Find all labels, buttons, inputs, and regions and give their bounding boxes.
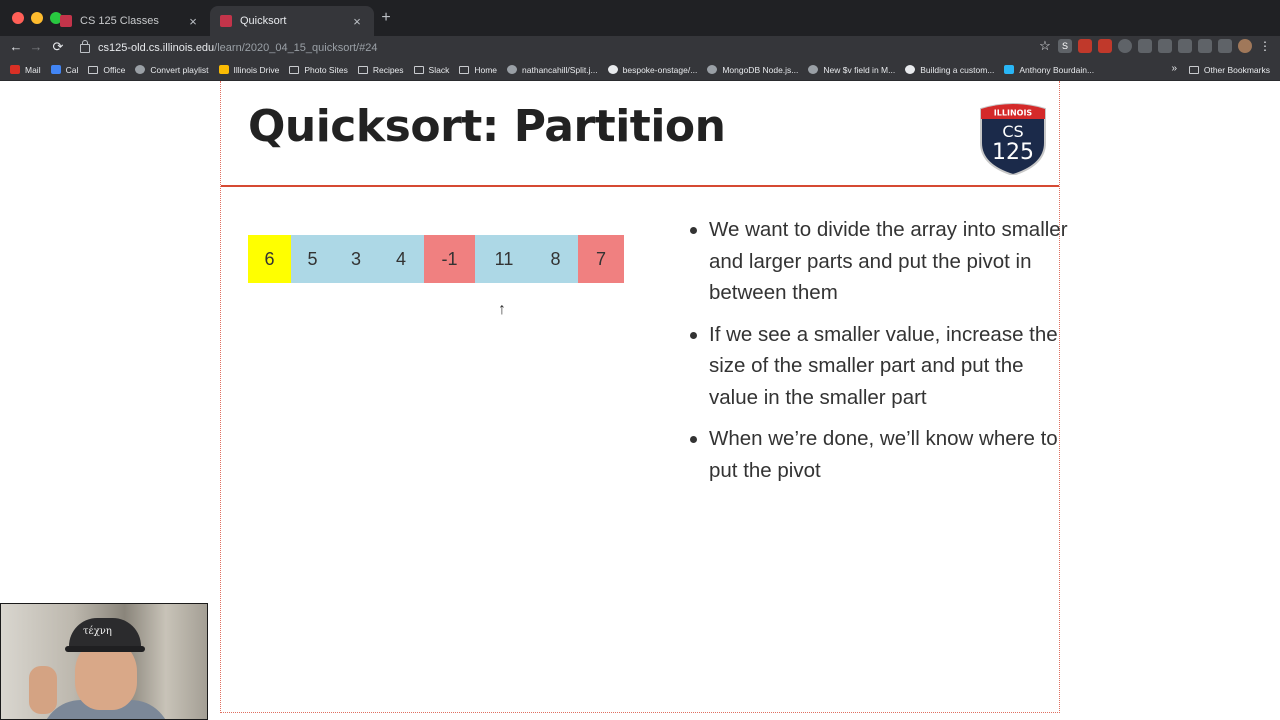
lock-icon [80,44,90,53]
array-cell [533,235,578,283]
bookmark-new-v-field[interactable] [808,65,895,75]
bookmark-anthony-bourdain[interactable] [1004,65,1094,75]
tab-cs125-classes[interactable] [50,6,210,36]
logo-line2: 125 [992,140,1034,165]
url-path: /learn/2020_04_15_quicksort/#24 [214,41,378,54]
extension-icon[interactable]: S [1058,39,1072,53]
title-divider [221,185,1059,187]
bookmark-label: Recipes [372,64,404,75]
extension-icon[interactable] [1098,39,1112,53]
folder-icon [88,66,98,74]
slide-title: Quicksort: Partition [248,101,726,152]
bookmark-label: Cal [65,64,79,75]
bookmark-slack[interactable] [414,65,450,75]
array-cell [475,235,533,283]
address-bar[interactable] [74,38,1038,57]
array-cell [578,235,624,283]
profile-avatar-icon[interactable] [1238,39,1252,53]
bullet-item: We want to divide the array into smaller and larger parts and put the pivot in between them [709,214,1069,309]
up-arrow-pointer-icon: ↑ [498,301,506,318]
presenter-hand [29,666,57,714]
logo-top-text: ILLINOIS [993,108,1033,118]
more-menu-icon[interactable]: ⋮ [1259,39,1271,53]
bookmark-mail[interactable] [10,65,41,75]
new-tab-button[interactable]: + [381,9,391,26]
extension-icon[interactable] [1158,39,1172,53]
array-cell [248,235,291,283]
globe-icon [135,65,145,74]
array-cell-value: 7 [595,248,606,269]
bookmarks-bar [0,59,1280,81]
bullet-item: When we’re done, we’ll know where to put the pivot [709,423,1069,486]
bookmark-bespoke-onstage[interactable] [608,65,698,75]
array-cell [424,235,475,283]
bookmark-label: Anthony Bourdain... [1019,64,1095,75]
bookmark-photo-sites[interactable] [289,65,347,75]
bookmark-illinois-drive[interactable] [219,65,280,75]
bookmark-office[interactable] [88,65,125,75]
bookmark-label: Photo Sites [304,64,348,75]
bookmark-star-icon[interactable]: ☆ [1039,38,1051,53]
illinois-favicon-icon [60,15,72,27]
puzzle-extensions-icon[interactable] [1198,39,1212,53]
array-cell-value: 11 [494,248,514,269]
tab-close-icon[interactable]: × [189,13,197,29]
array-cell-value: 4 [395,248,406,269]
tab-quicksort[interactable] [210,6,374,36]
folder-icon [1189,66,1199,74]
bookmark-label: Home [474,64,498,75]
tab-close-icon[interactable]: × [353,13,361,29]
bookmark-label: Slack [428,64,450,75]
bookmarks-overflow-button[interactable]: » [1171,63,1177,74]
globe-icon [707,65,717,74]
bookmark-label: nathancahill/Split.j... [522,64,598,75]
bookmark-cal[interactable] [51,65,79,75]
presenter-hat-brim [65,646,145,652]
array-cell-value: -1 [441,248,458,269]
reading-list-icon[interactable] [1218,39,1232,53]
reload-icon[interactable]: ⟳ [52,39,64,54]
illinois-favicon-icon [220,15,232,27]
bookmark-recipes[interactable] [358,65,404,75]
bookmark-label: Illinois Drive [233,64,280,75]
tab-strip [0,0,1280,36]
bookmark-label: Mail [25,64,41,75]
bookmark-label: MongoDB Node.js... [722,64,799,75]
github-icon [608,65,618,74]
other-bookmarks[interactable] [1189,59,1270,80]
bullet-list [688,214,1069,496]
bookmark-building-custom[interactable] [905,65,994,75]
browser-toolbar [0,36,1280,59]
tab-title: CS 125 Classes [80,15,159,27]
bookmark-label: New $v field in M... [823,64,896,75]
extension-bar [1038,39,1272,53]
bookmark-icon [1004,65,1014,74]
bookmark-home[interactable] [459,65,497,75]
tab-title: Quicksort [240,15,287,27]
github-icon [808,65,818,74]
logo-line1: CS [1002,122,1024,141]
bookmark-label: Convert playlist [150,64,209,75]
github-icon [507,65,517,74]
folder-icon [414,66,424,74]
array-cell [334,235,378,283]
cs125-logo [975,99,1051,175]
folder-icon [358,66,368,74]
forward-arrow-icon[interactable]: → [29,39,43,54]
bookmark-convert-playlist[interactable] [135,65,208,75]
array-cell-value: 5 [307,248,318,269]
mail-icon [10,65,20,74]
bookmark-label: Office [103,64,126,75]
array-cell-value: 8 [550,248,561,269]
extension-icon[interactable] [1178,39,1192,53]
array-cell [291,235,334,283]
folder-icon [289,66,299,74]
webcam-overlay [0,603,208,720]
array-visualization [248,235,624,283]
array-cell-value: 3 [350,248,361,269]
extension-icon[interactable] [1118,39,1132,53]
bookmark-split-js[interactable] [507,65,598,75]
array-cell [378,235,424,283]
url-host: cs125-old.cs.illinois.edu [98,41,215,54]
folder-icon [459,66,469,74]
minimize-window-button[interactable] [31,12,43,24]
slide [220,81,1068,713]
close-window-button[interactable] [12,12,24,24]
bookmark-mongodb-node[interactable] [707,65,798,75]
extension-icon[interactable] [1138,39,1152,53]
globe-icon [905,65,915,74]
extension-icon[interactable] [1078,39,1092,53]
calendar-icon [51,65,61,74]
bookmark-label: Other Bookmarks [1203,64,1270,75]
bookmark-label: bespoke-onstage/... [622,64,698,75]
array-cell-value: 6 [264,248,275,269]
back-arrow-icon[interactable]: ← [9,39,23,54]
hat-text: τέχνη [83,626,112,637]
drive-icon [219,65,229,74]
bookmark-label: Building a custom... [920,64,995,75]
bullet-item: If we see a smaller value, increase the size of the smaller part and put the value in the smaller part [709,319,1069,414]
